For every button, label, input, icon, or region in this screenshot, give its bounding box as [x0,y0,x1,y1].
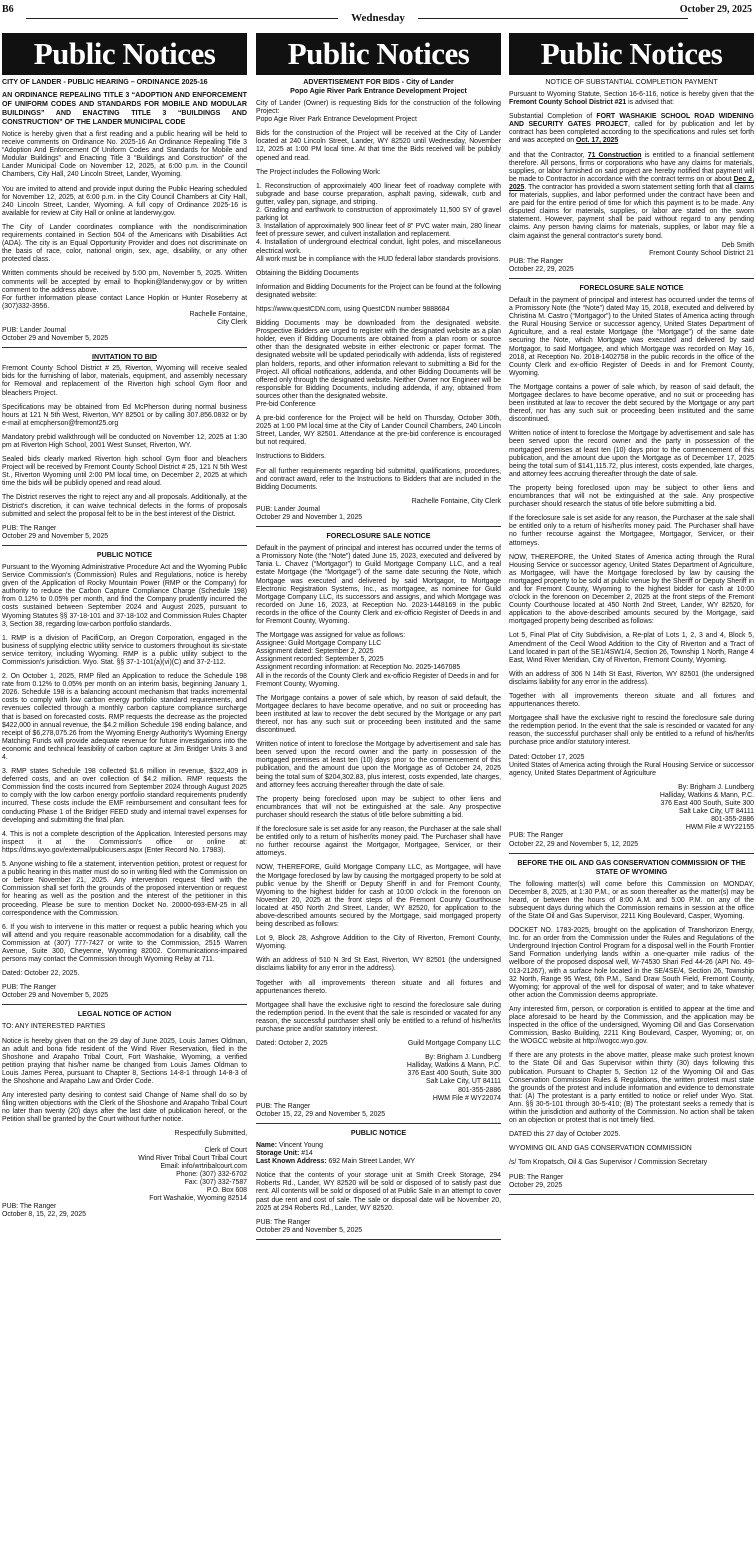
publication-line: PUB: Lander Journal October 29 and November 5, 2025 [2,327,109,343]
notice-title: CITY OF LANDER - PUBLIC HEARING – ORDINANCE 2025-16 [2,78,208,86]
notice-title: FORECLOSURE SALE NOTICE [579,283,684,292]
notice-paragraph: Written notice of intent to foreclose the Mortgage by advertisement and sale has been served upon the record owner and the party in possession of the mortgaged premises at least ten (10) days prior to the commencement of this publication, and the amount due upon the Mortgage as of October 24, 2025 being the total sum of $204,302.83, plus interest, costs expended, late charges, and attorney fees accruing thereafter through the date of sale. [256,741,501,789]
notice-paragraph: Notice that the contents of your storage unit at Smith Creek Storage, 294 Roberts Rd., Lander, WY 82520 will be sold or disposed of to satisfy past due rent. All contents will be sold or disposed of at Public Sale in an attempt to cover past due rent and cost of sale. The sale or disposal date will be November 20, 2025 at 294 Roberts Rd., Lander, WY 82520. [256,1172,501,1212]
divider [2,545,247,546]
notice-paragraph: 6. If you wish to intervene in this matter or request a public hearing which you will attend and you require reasonable accommodation for a disability, call the Commission at (307) 777-7427 or write to the Commission, 2515 Warren Avenue, Suite 300, Cheyenne, Wyoming 82002. Communications-impaired persons may contact the Commission through Wyoming Relay at 711. [2,923,247,964]
notice-title: INVITATION TO BID [91,353,158,362]
publication-line: PUB: The Ranger October 15, 22, 29 and November 5, 2025 [256,1102,386,1118]
notice-paragraph: /s/ Tom Kropatsch, Oil & Gas Supervisor / Commission Secretary [509,1159,708,1167]
signature-line: Clerk of Court [204,1146,247,1154]
notice-paragraph: The property being foreclosed upon may be subject to other liens and encumbrances that will not be extinguished at the sale. Any prospective purchaser should research the status of title before submitting a bid. [509,484,754,509]
notice-link: https://www.questCDN.com, using QuestCDN number 9888684 [256,305,450,313]
notice-paragraph: All work must be in compliance with the HUD federal labor standards provisions. [256,255,501,263]
publication-line: PUB: The Ranger October 22, 29 and November 5, 12, 2025 [509,832,639,848]
signature-line: P.O. Box 608 [206,1187,247,1195]
notice-paragraph: United States of America acting through the Rural Housing Service or successor agency, United States Department of Agriculture [509,761,754,777]
divider [509,278,754,279]
notice-paragraph: Bidding Documents may be downloaded from the designated website. Prospective Bidders are urged to register with the designated website as a plan holder, even if Bidding Documents are obtained from a plan room or source other than the designated website in either electronic or paper format. The designated website will be updated periodically with addenda, lists of registered plan holders, reports, and other information relevant to submitting a Bid for the Project. All official notifications, addenda, and other Bidding Documents will be offered only through the designated website. Neither Owner nor Engineer will be responsible for Bidding Documents, including addenda, if any, obtained from sources other than the designated website. [256,320,501,400]
signature-line: By: Brigham J. Lundberg [678,783,754,791]
signature-line: Fort Washakie, Wyoming 82514 [149,1195,247,1203]
notice-subtitle: Popo Agie River Park Entrance Development Project [290,87,467,95]
divider [509,1194,754,1195]
notice-paragraph: Mortgagee shall have the exclusive right to rescind the foreclosure sale during the redemption period. In the event that the sale is rescinded or vacated for any reason, the successful purchaser shall only be entitled to a refund of his/her/its purchase price and/or statutory interest. [256,1001,501,1033]
notice-paragraph: City of Lander (Owner) is requesting Bids for the construction of the following Project: [256,100,501,116]
notice-paragraph: 2. Grading and earthwork to construction of approximately 11,500 SY of gravel parking lot [256,207,501,223]
divider [256,1123,501,1124]
notice-paragraph: Mortgagee shall have the exclusive right to rescind the foreclosure sale during the redemption period. In the event that the sale is rescinded or vacated for any reason, the successful purchaser shall only be entitled to a refund of his/her/its purchase price and/or statutory interest. [509,715,754,747]
publication-line: PUB: The Ranger October 22, 29, 2025 [509,257,574,273]
column-banner: Public Notices [256,33,501,75]
notice-paragraph: The Mortgage contains a power of sale which, by reason of said default, the Mortgagee declares to have become operative, and no suit or proceeding has been instituted at law to recover the debt secured by the Mortgage or any part thereof, nor has any such suit or proceeding been instituted and the same discontinued. [509,383,754,424]
notice-paragraph: Mandatory prebid walkthrough will be conducted on November 12, 2025 at 1:30 pm at Riverton High School, 2001 West Sunset, Riverton, WY. [2,433,247,449]
notice-paragraph: Bids for the construction of the Project will be received at the City of Lander located at 240 Lincoln Street, Lander, WY 82520 until Wednesday, November 12, 2025 at 1:00 PM local time. At that time the Bids received will be publicly opened and read. [256,130,501,162]
notice-paragraph: WYOMING OIL AND GAS CONSERVATION COMMISSION [509,1145,692,1153]
notice-paragraph: and that the Contractor, 71 Construction is entitled to a financial settlement therefore. All persons, firms or corporations who have any claims for materials, supplies, or labor furnished on said project are hereby notified that payment will be made to Contractor in accordance with the contract terms on or about Dec 2, 2025. The contractor has provided a sworn statement setting forth that all claims for materials, supplies, and labor performed under the contract have been and are paid for the entire period of time for which this payment is to be made. Any disputed claims for materials, supplies, or labor are stated on the sworn statement. However, payment shall be paid without regard to any pending claims. Any person having claims for materials, supplies, or labor may file a claim against the general contractor's surety bond. [509,151,754,240]
notice-title: FORECLOSURE SALE NOTICE [326,532,431,541]
publication-line: PUB: The Ranger October 29, 2025 [509,1173,564,1189]
notice-paragraph: For all further requirements regarding bid submittal, qualifications, procedures, and contract award, refer to the Instructions to Bidders that are included in the Bidding Documents. [256,467,501,491]
notice-paragraph: Instructions to Bidders. [256,453,327,461]
notice-paragraph: 1. RMP is a division of PacifiCorp, an Oregon Corporation, engaged in the business of supplying electric utility service to customers throughout its six-state service territory, including Wyoming. RMP is a public utility subject to the Commission's jurisdiction. Wyo. Stat. §§ 37-1-101(a)(vi)(C) and 37-2-112. [2,634,247,666]
notice-paragraph: If there are any protests in the above matter, please make such protest known to the State Oil and Gas Supervisor within thirty (30) days following this publication. Pursuant to Chapter 5, Section 12 of the Wyoming Oil and Gas Conservation Commission Rules & Regulations, the written protest must state the grounds of the protest and include information and evidence to demonstrate that: (A) The protestant is a party entitled to notice or relief under Wyo. Stat. Ann. §§ 30-5-101 through 30-5-410; (B) The protestant seeks a remedy that is within the jurisdiction and authority of the Commission. No action shall be taken on an objection or protest that is not timely filed. [509,1052,754,1125]
notice-paragraph: 5. Anyone wishing to file a statement, intervention petition, protest or request for a public hearing in this matter must do so in writing filed with the Commission on or before November 21, 2025. Any intervention request filed with the Commission shall set forth the grounds of the proposed intervention or request for hearing as well as the position and the interest of the petitioner in this proceeding. Please be sure to mention Docket No. 20000-693-EM-25 in all correspondence with the Commission. [2,861,247,917]
publication-line: PUB: The Ranger October 29 and November 5, 2025 [2,984,109,1000]
notice-title: NOTICE OF SUBSTANTIAL COMPLETION PAYMENT [545,78,718,86]
notice-paragraph: Fremont County School District # 25, Riverton, Wyoming will receive sealed bids for the furnishing of labor, materials, equipment, and assembly necessary for Removal and replacement of the Riverton high school Gym floor and bleachers Project. [2,365,247,397]
notice-paragraph: 4. This is not a complete description of the Application. Interested persons may inspect it at the Commission's office or online at: https://dms.wyo.gov/external/publicusers.aspx (Enter Record No. 17983). [2,830,247,854]
page-header [0,0,756,22]
publication-line: PUB: The Ranger October 29 and November 5, 2025 [256,1218,363,1234]
signature-title: City Clerk [217,318,247,326]
notice-paragraph: If the foreclosure sale is set aside for any reason, the Purchaser at the sale shall be entitled only to a return of his/her/its money paid. The Purchaser shall have no further recourse against the Mortgagee, Mortgagor, Servicer, or their attorneys. [509,515,754,547]
notice-paragraph: With an address of 306 N 14th St East, Riverton, WY 82501 (the undersigned disclaims liability for any error in the address). [509,670,754,686]
storage-name: Name: Vincent Young [256,1141,323,1149]
page-number: B6 [2,4,14,15]
notice-paragraph: Dated: October 17, 2025 [509,753,585,761]
signature-line: 376 East 400 South, Suite 300 [407,1070,501,1078]
notice-paragraph: Any interested party desiring to contest said Change of Name shall do so by filing written objections with the Clerk of the Shoshone and Arapaho Tribal Court no later than twenty (20) days after the last date of publication hereof, or the Petition shall be granted by the Court without further notice. [2,1092,247,1124]
notice-paragraph: DATED this 27 day of October 2025. [509,1131,621,1139]
notice-title: PUBLIC NOTICE [350,1128,407,1137]
signature-line: 801-355-2886 [458,1086,501,1094]
publication-line: PUB: Lander Journal October 29 and November 1, 2025 [256,505,363,522]
signature-name: Deb Smith [721,241,754,249]
notice-paragraph: TO: ANY INTERESTED PARTIES [2,1023,106,1031]
notice-paragraph: NOW, THEREFORE, Guild Mortgage Company LLC, as Mortgagee, will have the Mortgage foreclosed by law by causing the mortgaged property to be sold at public venue by the Sheriff or Deputy Sheriff in and for Fremont County, Wyoming to the highest bidder for cash at 10:00 o'clock in the forenoon on November 20, 2025 at the front steps of the Fremont County Courthouse located at 450 North 2nd Street, Lander, WY 82520, for application to the above-described amounts secured by the Mortgage, said mortgaged property being described as follows: [256,864,501,929]
notice-paragraph: DOCKET NO. 1783-2025, brought on the application of Transhorizon Energy, Inc. for an order from the Commission under the Rules and Regulations of the Underground Injection Control Program for a disposal well in the Fourth Frontier Sand Formation underlying lands within a one-quarter mile radius of the wellbore of the proposed disposal well, W-74530 Shari Fed 44-26 (API No. 49-013-21267), with a surface hole located in the SE/4SE/4, Section 26, Township 32 North, Range 95 West, 6th P.M., Sand Draw South Field, Fremont County, Wyoming; for approval of the well for disposal of water; and to take whatever other action the Commission deems appropriate. [509,927,754,999]
column-banner: Public Notices [2,33,247,75]
notice-paragraph: Popo Agie River Park Entrance Development Project [256,116,417,124]
signature-line: Salt Lake City, UT 84111 [679,808,754,816]
divider [256,526,501,527]
notice-paragraph: Together with all improvements thereon situate and all fixtures and appurtenances thereto. [256,979,501,995]
publication-line: PUB: The Ranger October 8, 15, 22, 29, 2025 [2,1203,86,1219]
notice-paragraph: 4. Installation of underground electrical conduit, light poles, and miscellaneous electrical work. [256,239,501,255]
signature-line: Halliday, Watkins & Mann, P.C. [406,1062,501,1070]
notice-paragraph: 1. Reconstruction of approximately 400 linear feet of roadway complete with subgrade and base course preparation, asphalt paving, sidewalk, curb and gutter, valley pan, signage, and striping. [256,182,501,206]
signature-line: HWM File # WY22155 [685,824,754,832]
notice-paragraph: 2. On October 1, 2025, RMP filed an Application to reduce the Schedule 198 rate from 0.12% to 0.05% per month on an interim basis, beginning January 1, 2026. Schedule 198 is a balancing account mechanism that tracks incremental costs to comply with low carbon energy portfolio standard requirements, and revenues collected through a monthly carbon capture compliance surcharge that is based on forecasted costs. RMP requests the decrease as the projected $422,000 in annual revenue, the $4.2 million Schedule 198 ending balance, and receipt of $6,278,075.26 from the Wyoming Energy Authority's Wyoming Energy Matching Funds will provide adequate revenue for future investigations into the economic and technical feasibility of carbon capture at Jim Bridger Units 3 and 4. [2,673,247,761]
column-1 [2,33,247,1545]
notice-paragraph: NOW, THEREFORE, the United States of America acting through the Rural Housing Service or successor agency, United States Department of Agriculture, as Mortgagee, will have the Mortgage foreclosed by law by causing the mortgaged property to be sold at public venue by the Sheriff or Deputy Sheriff in and for Fremont County, Wyoming to the highest bidder for cash at 10:00 o'clock in the forenoon on December 2, 2025 at the front steps of the Fremont County Courthouse located at 450 North 2nd Street, Lander, WY 82520, for application to the above-described amounts secured by the Mortgage, said mortgaged property being described as follows: [509,553,754,626]
storage-unit: Storage Unit: #14 [256,1150,313,1158]
notice-paragraph: Default in the payment of principal and interest has occurred under the terms of a Promissory Note (the “Note”) dated May 15, 2018, executed and delivered by Christina M. Castro (“Mortgagor”) to the United States of America acting through the Rural Housing Service or successor agency, United States Department of Agriculture, and a real estate Mortgage (the “Mortgage”) of the same date securing the Note, which Mortgage was executed and delivered by said Mortgagor, to said Mortgagee, and which Mortgage was recorded on May 16, 2018, at Reception No. 2018-1402758 in the public records in the office of the County Clerk and ex-officio Register of Deeds in and for Fremont County, Wyoming. [509,296,754,377]
signature-title: Fremont County School District 21 [649,249,754,257]
notice-paragraph: Pre-bid Conference [256,401,316,408]
signature-line: Email: info/wrtribalcourt.com [160,1162,247,1170]
signature-name: Rachelle Fontaine, [189,310,247,318]
notice-paragraph: A pre-bid conference for the Project will be held on Thursday, October 30th, 2025 at 1:00 PM local time at the City of Lander Council Chambers, 240 Lincoln Street, Lander, WY 82501. Attendance at the pre-bid conference is encouraged but not required. [256,415,501,447]
signature-line: 376 East 400 South, Suite 300 [660,800,754,808]
notice-paragraph: Notice is hereby given that on the 29 day of June 2025, Louis James Oldman, an adult and bona fide resident of the Wind River Reservation, filed in the Shoshone and Arapaho Tribal Court, Fort Washakie, Wyoming, a verified petition praying that his/her name be changed from Louis James Oldman to Louis James Perea, pursuant to Chapter 8, Sections 14-8-1 through 14-8-3 of the Shoshone and Arapaho Law and Order Code. [2,1037,247,1085]
notice-paragraph: Dated: October 22, 2025. [2,970,80,978]
notice-paragraph: With an address of 510 N 3rd St East, Riverton, WY 82501 (the undersigned disclaims liability for any error in the address). [256,957,501,973]
notice-paragraph: For further information please contact Lance Hopkin or Hunter Roseberry at (307)332-3956. [2,294,247,310]
notice-paragraph: The District reserves the right to reject any and all proposals. Additionally, at the District's discretion, it can waive technical defects in the forms of proposals submitted and select the proposal felt to be in the best interest of the District. [2,494,247,518]
signature-line: By: Brigham J. Lundberg [425,1054,501,1062]
notice-title: LEGAL NOTICE OF ACTION [77,1010,172,1019]
signature-line [2,1139,247,1147]
notice-paragraph: Any interested firm, person, or corporation is entitled to appear at the time and place aforesaid to be heard by the Commission, and the application may be inspected in the office of the undersigned, Wyoming Oil and Gas Conservation Commission, Basko Building, 2211 King Boulevard, Casper, Wyoming; or, on the WOGCC website at http://wogcc.wyo.gov. [509,1005,754,1046]
notice-paragraph: Pursuant to Wyoming Statute, Section 16-6-116, notice is hereby given that the Fremont County School District #21 is advised that: [509,91,754,107]
column-banner: Public Notices [509,33,754,75]
notice-paragraph: Information and Bidding Documents for the Project can be found at the following designated website: [256,283,501,299]
divider [509,853,754,854]
notice-subtitle: AN ORDINANCE REPEALING TITLE 3 “ADOPTION AND ENFORCEMENT OF UNIFORM CODES AND STANDARDS FOR MOBILE AND MODULAR BUILDINGS” AND ENACTING TITLE 3 “BUILDINGS AND CONSTRUCTION” OF THE LANDER MUNICIPAL CODE [2,91,247,126]
notice-paragraph: Default in the payment of principal and interest has occurred under the terms of a Promissory Note (the “Note”) dated June 15, 2023, executed and delivered by Tania L. Chavez (“Mortgagor”) to Guild Mortgage Company LLC, and a real estate Mortgage (the “Mortgage”) of the same date securing the Note, which Mortgage was executed and delivered by said Mortgagor, to Mortgage Electronic Registration Systems, Inc., as mortgagee, as nominee for Guild Mortgage Company LLC, its successors and assigns, and which Mortgage was recorded on June 16, 2023, at Reception No. 2023-1448169 in the public records in the office of the County Clerk and ex-officio Register of Deeds in and for Fremont County, Wyoming. [256,545,501,625]
dated-line: Dated: October 2, 2025 Guild Mortgage Company LLC [256,1040,501,1048]
notice-paragraph: Substantial Completion of FORT WASHAKIE SCHOOL ROAD WIDENING AND SECURITY GATES PROJECT, called for by publication and let by contract has been completed according to the specifications and rules set forth and was accepted on Oct. 17, 2025 [509,113,754,145]
notice-paragraph: If the foreclosure sale is set aside for any reason, the Purchaser at the sale shall be entitled only to a return of his/her/its money paid. The Purchaser shall have no further recourse against the Mortgagor, Mortgagee, Servicer, or their attorneys. [256,826,501,858]
signature-line: 801-355-2886 [711,816,754,824]
notice-paragraph: The property being foreclosed upon may be subject to other liens and encumbrances that will not be extinguished at the sale. Any prospective purchaser should research the status of title before submitting a bid. [256,795,501,819]
assignment-block: The Mortgage was assigned for value as follows: Assignee: Guild Mortgage Company LLC Assignment dated: September 2, 2025 Assignment recorded: September 5, 2025 Assignment recording information: at Reception No. 2025-1467085 All in the records of the County Clerk and ex-officio Register of Deeds in and for Fremont County, Wyoming. [256,632,499,688]
divider [256,1239,501,1240]
storage-address: Last Known Address: 692 Main Street Lander, WY [256,1158,416,1166]
notice-paragraph: Notice is hereby given that a first reading and a public hearing will be held to receive comments on Ordinance No. 2025-16 An Ordinance Repealing Title 3 “Adoption And Enforcement Of Uniform Codes and Standards for Mobile and Modular Buildings” and Enacting Title 3 “Buildings and Construction” of the Lander Municipal Code on November 12, 2025, at 6:00 p.m. in the Council Chambers, City Hall, 240 Lincoln Street, Lander, Wyoming. [2,131,247,179]
notice-paragraph: Pursuant to the Wyoming Administrative Procedure Act and the Wyoming Public Service Commission's (Commission) Rules and Regulations, notice is hereby given of the Application of Rocky Mountain Power (RMP or the Company) for authority to reduce the Carbon Capture Compliance Charge (Schedule 198) from 0.12% to 0.05% per month, and find the Company prudently incurred the costs sustained between September 2024 and August 2025, pursuant to Wyoming Statutes §§ 37-18-101 and 37-18-102 and Commission Rules Chapter 3, Section 38, regarding low-carbon portfolio standards. [2,563,247,628]
notice-paragraph: The Project includes the Following Work: [256,168,381,176]
notice-paragraph: 3. RMP states Schedule 198 collected $1.6 million in revenue, $322,409 in deferred costs, and an over collection of $4.2 million. RMP requests the Commission find the costs incurred from September 2024 through August 2025 to comply with the low carbon energy portfolio standard requirements prudently incurred. These costs include the EMF reimbursement and consultant fees for conducting Phase 1 of the Bridger FEED study and internal travel expenses for developing and submitting the final plan. [2,768,247,824]
signature-line: Halliday, Watkins & Mann, P.C. [659,791,754,799]
signature-line: Salt Lake City, UT 84111 [426,1078,501,1086]
notice-paragraph: Sealed bids clearly marked Riverton high school Gym floor and bleachers Project will be received by Fremont County School District # 25, 121 N 5th West St., Riverton Wyoming until 2:00 PM local time, on December 2, 2025 at which time the bids will be publicly opened and read aloud. [2,456,247,488]
notice-paragraph: 3. Installation of approximately 900 linear feet of 8” PVC water main, 280 linear feet of pressure sewer, and culvert installation and replacement. [256,223,501,239]
signature-line: HWM File # WY22074 [432,1094,501,1102]
notice-title: BEFORE THE OIL AND GAS CONSERVATION COMMISSION OF THE STATE OF WYOMING [517,858,746,876]
publication-line: PUB: The Ranger October 29 and November 5, 2025 [2,524,109,540]
notice-paragraph: The following matter(s) will come before this Commission on MONDAY, December 8, 2025, at 1:30 P.M., or as soon thereafter as the matter(s) may be heard, or between the hours of 8:00 A.M. and 5:00 P.M. on any of the subsequent days during which the Commission remains in session at the office of the State Oil and Gas Supervisor, 2211 King Boulevard, Casper, Wyoming. [509,880,754,920]
column-3 [509,33,754,1545]
signature-line: Phone: (307) 332-6702 [176,1170,247,1178]
notice-paragraph: Written comments should be received by 5:00 pm, November 5, 2025. Written comments will be accepted by email to lhopkin@landerwy.gov or by written comment to the address above. [2,270,247,294]
notice-paragraph: Specifications may be obtained from Ed McPherson during normal business hours at 121 N 5th West, Riverton, WY 82501 or by calling 307.856.0832 or by e-mail at emcpherson@fremont25.org [2,403,247,427]
page-date: October 29, 2025 [679,4,752,15]
divider [2,347,247,348]
notice-paragraph: You are invited to attend and provide input during the Public Hearing scheduled for November 12, 2025, at 6:00 p.m. in the City Council Chambers at City Hall, 240 Lincoln Street, Lander, Wyoming. A full copy of Ordinance 2025-16 is available for review at City Hall or online at landerwy.gov. [2,185,247,217]
signature-line: Fax: (307) 332-7587 [184,1179,247,1187]
column-2 [256,33,501,1545]
signature-line: Rachelle Fontaine, City Clerk [411,497,501,505]
signature-line: Wind River Tribal Court Tribal Court [138,1154,247,1162]
notice-paragraph: Lot 5, Final Plat of City Subdivision, a Re-plat of Lots 1, 2, 3 and 4, Block 5, Amendment of the Cecil Wood Addition to the City of Riverton and a Tract of Land located in part of the SE1/4SW1/4, Section 26, Township 1 North, Range 4 East, Wind River Meridian, City of Riverton, Fremont County, Wyoming. [509,632,754,664]
notice-paragraph: Written notice of intent to foreclose the Mortgage by advertisement and sale has been served upon the record owner and the party in possession of the mortgaged premises at least ten (10) days prior to the commencement of this publication, and the amount due upon the Mortgage as of December 17, 2025 being the total sum of $141,115.72, plus interest, costs expended, late charges, and attorney fees accruing thereafter through the date of sale. [509,430,754,478]
signature-line: Respectfully Submitted, [174,1130,247,1138]
divider [2,1004,247,1005]
notice-paragraph: The Mortgage contains a power of sale which, by reason of said default, the Mortgagee declares to have become operative, and no suit or proceeding has been instituted at law to recover the debt secured by the Mortgage or any part thereof, nor has any such suit or proceeding been instituted and the same discontinued. [256,694,501,735]
notice-title: ADVERTISEMENT FOR BIDS - City of Lander [303,78,454,86]
notice-paragraph: Lot 9, Block 28, Ashgrove Addition to the City of Riverton, Fremont County, Wyoming. [256,935,501,951]
notice-paragraph: Obtaining the Bidding Documents [256,269,359,277]
notice-paragraph: Together with all improvements thereon situate and all fixtures and appurtenances thereto. [509,693,754,709]
notice-title: PUBLIC NOTICE [96,550,153,559]
notice-paragraph: The City of Lander coordinates compliance with the nondiscrimination requirements contained in Section 504 of the Americans with Disabilities Act (ADA). The city is an Equal Opportunity Provider and does not discriminate on the basis of race, color, national origin, sex, age, disability, or any other protected class. [2,223,247,264]
page-day: Wednesday [351,12,405,24]
